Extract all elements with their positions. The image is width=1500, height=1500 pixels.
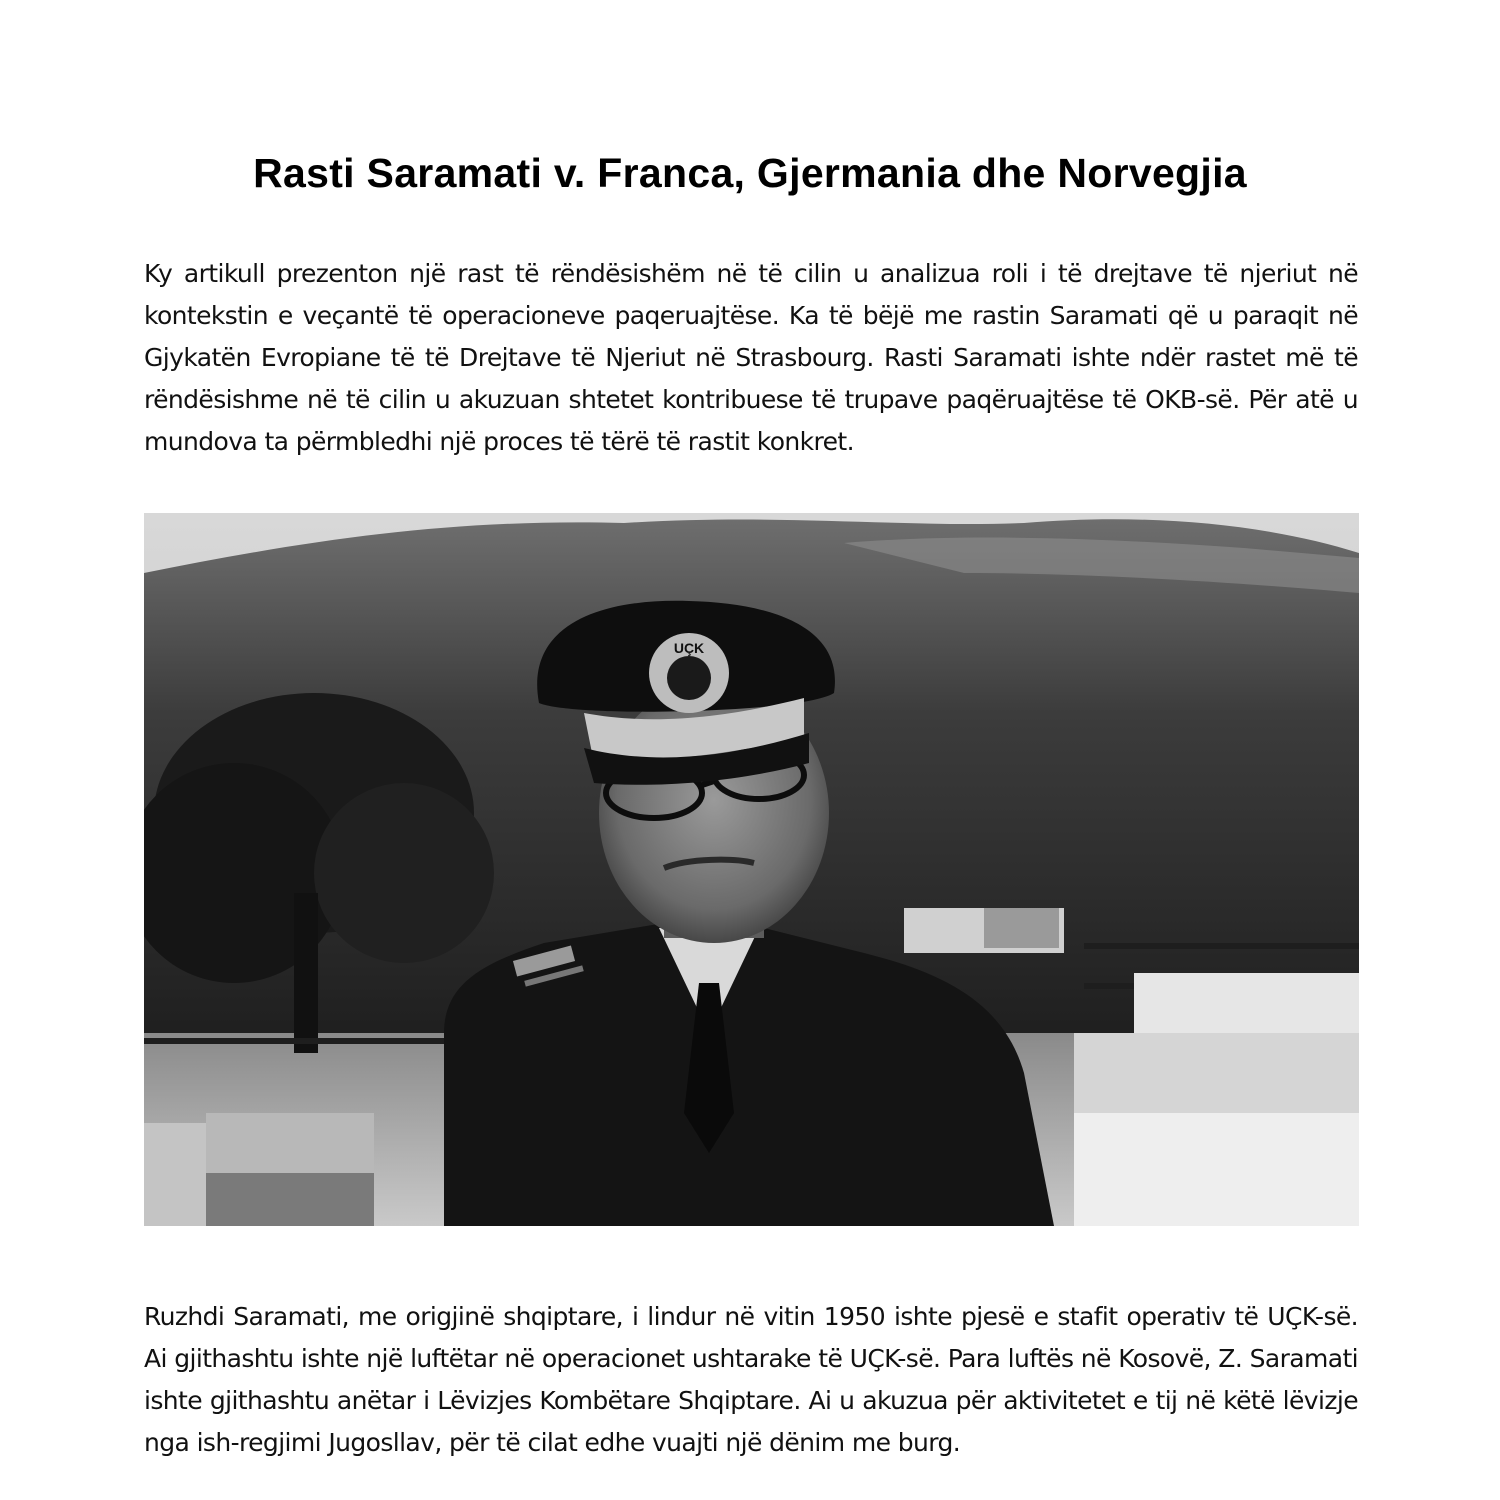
body-paragraph: Ruzhdi Saramati, me origjinë shqiptare, i lindur në vitin 1950 ishte pjesë e stafit operativ të UÇK-së. Ai gjithashtu ishte një luftëtar në operacionet ushtarake të UÇK-së. Para luftës në Kosovë, Z. Saramati ishte gjithashtu anëtar i Lëvizjes Kombëtare Shqiptare. Ai u akuzua për aktivitetet e tij në këtë lëvizje nga ish-regjimi Jugosllav, për të cilat edhe vuajti një dënim me burg. [144, 1302, 1358, 1457]
article-photo [144, 513, 1359, 1226]
article-title: Rasti Saramati v. Franca, Gjermania dhe Norvegjia [253, 150, 1247, 196]
badge-text: UÇK [673, 640, 705, 656]
cap-badge [649, 633, 729, 713]
stone-block [144, 1113, 374, 1226]
intro-paragraph: Ky artikull prezenton një rast të rëndësishëm në të cilin u analizua roli i të drejtave të njeriut në kontekstin e veçantë të operacioneve paqeruajtëse. Ka të bëjë me rastin Saramati që u paraqit në Gjykatën Evropiane të të Drejtave të Njeriut në Strasbourg. Rasti Saramati ishte ndër rastet më të rëndësishme në të cilin u akuzuan shtetet kontribuese të trupave paqëruajtëse të OKB-së. Për atë u mundova ta përmbledhi një proces të tërë të rastit konkret. [144, 259, 1358, 456]
